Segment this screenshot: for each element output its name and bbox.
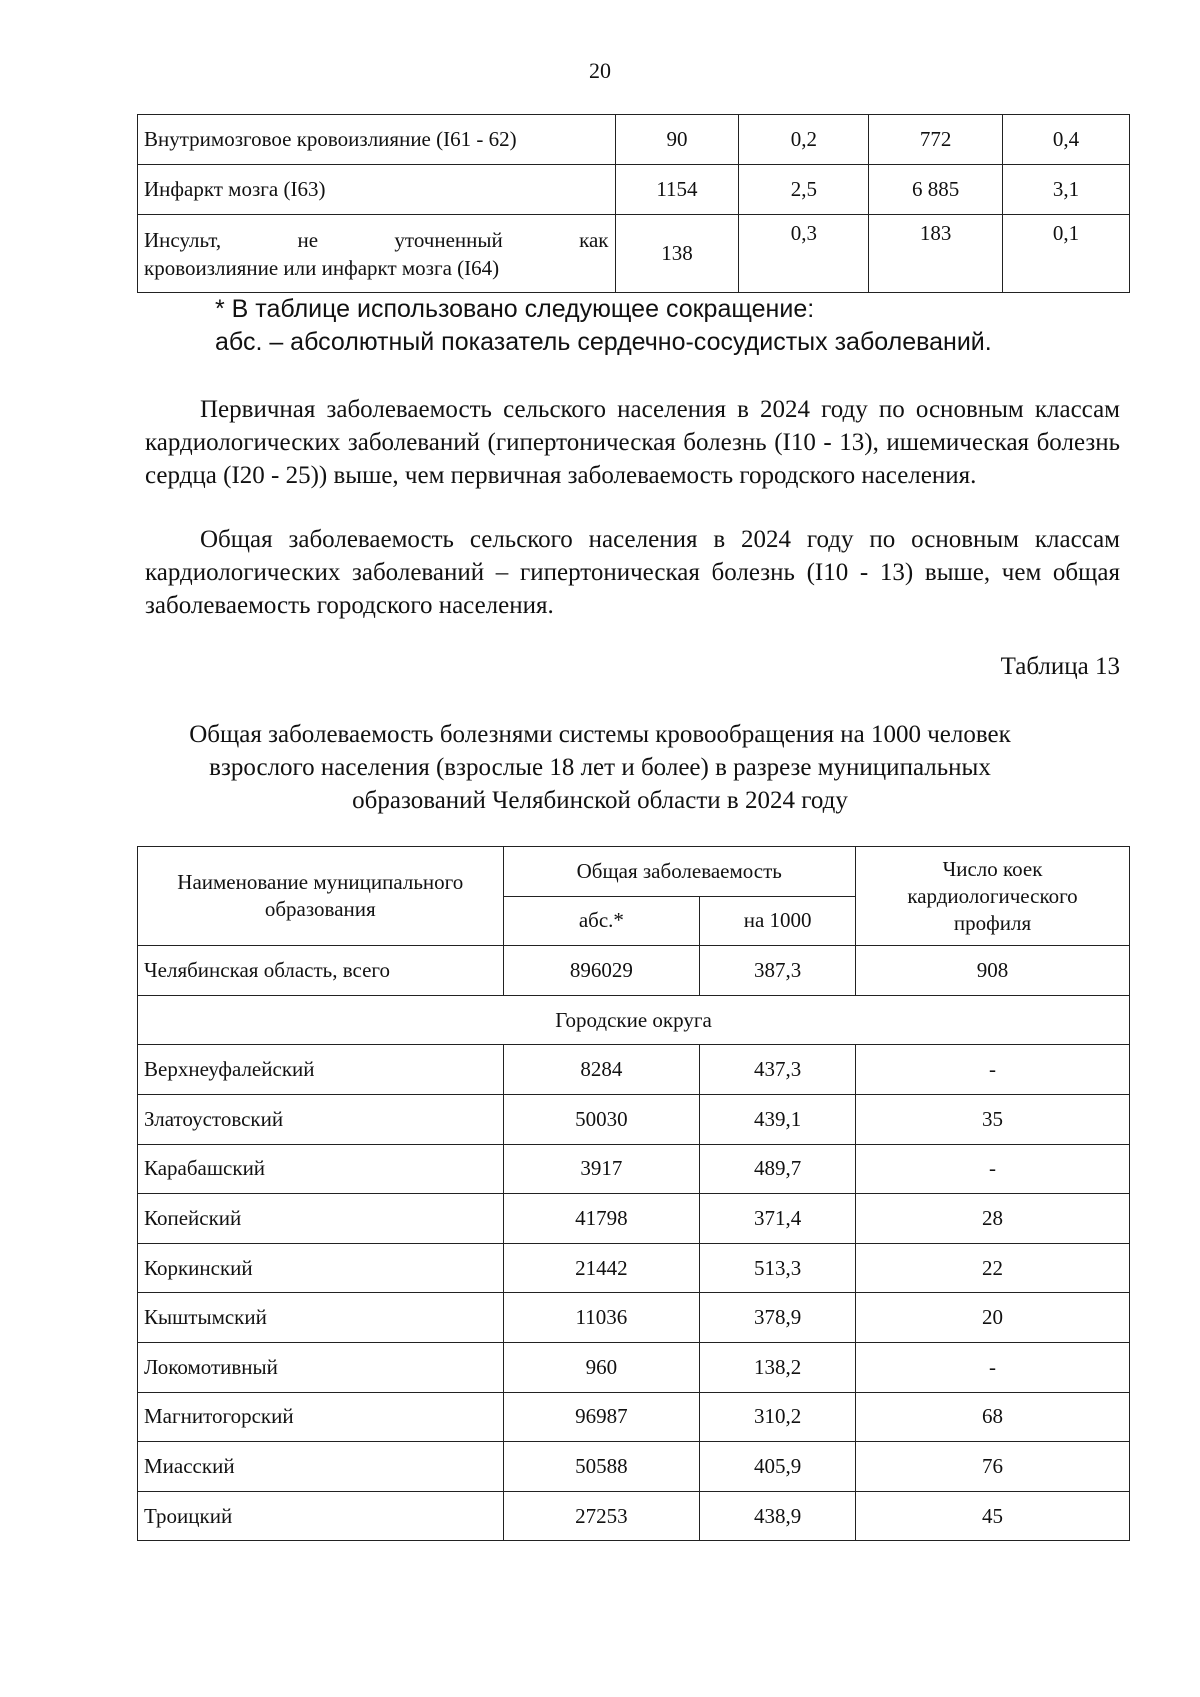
table-row <box>138 1045 1130 1095</box>
table-cell: - <box>856 1342 1130 1392</box>
table-cell: 138 <box>615 215 739 293</box>
morbidity-table <box>137 846 1130 1541</box>
table-row <box>138 1094 1130 1144</box>
table-cell: Коркинский <box>138 1243 504 1293</box>
table-cell: 28 <box>856 1194 1130 1244</box>
table-cell: 513,3 <box>700 1243 856 1293</box>
table-cell: Верхнеуфалейский <box>138 1045 504 1095</box>
footnote-line: абс. – абсолютный показатель сердечно-сосудистых заболеваний. <box>215 328 992 356</box>
table-cell: Магнитогорский <box>138 1392 504 1442</box>
table-row <box>138 1144 1130 1194</box>
header-abs: абс.* <box>503 896 700 946</box>
table-cell: Миасский <box>138 1442 504 1492</box>
table-cell: 387,3 <box>700 946 856 996</box>
section-row <box>138 995 1130 1045</box>
table-row <box>138 1392 1130 1442</box>
table-cell: 437,3 <box>700 1045 856 1095</box>
section-heading: Городские округа <box>138 995 1130 1045</box>
table-cell: 138,2 <box>700 1342 856 1392</box>
paragraph: Первичная заболеваемость сельского населения в 2024 году по основным классам кардиологических заболеваний (гипертоническая болезнь (I10 - 13), ишемическая болезнь сердца (I20 - 25)) выше, чем первичная заболеваемость городского населения. <box>145 396 1120 489</box>
header-name: Наименование муниципального образования <box>138 847 504 946</box>
table-title: Общая заболеваемость болезнями системы кровообращения на 1000 человек взрослого населения (взрослые 18 лет и более) в разрезе муниципальных образований Челябинской области в 2024 году <box>189 721 1011 814</box>
table-cell: 50588 <box>503 1442 700 1492</box>
table-row <box>138 1442 1130 1492</box>
header-row <box>138 847 1130 897</box>
table-cell: - <box>856 1144 1130 1194</box>
table-cell: 310,2 <box>700 1392 856 1442</box>
table-cell <box>138 215 616 293</box>
table-cell: Локомотивный <box>138 1342 504 1392</box>
table-cell: 27253 <box>503 1491 700 1541</box>
table-cell: 76 <box>856 1442 1130 1492</box>
table-row <box>138 215 1130 293</box>
table-row <box>138 115 1130 165</box>
table-cell: 960 <box>503 1342 700 1392</box>
table-row <box>138 1194 1130 1244</box>
table-cell: 22 <box>856 1243 1130 1293</box>
table-cell: Инфаркт мозга (I63) <box>138 165 616 215</box>
table-cell: 50030 <box>503 1094 700 1144</box>
table-cell: 8284 <box>503 1045 700 1095</box>
table-cell: 6 885 <box>869 165 1003 215</box>
table-cell: 11036 <box>503 1293 700 1343</box>
table-cell: - <box>856 1045 1130 1095</box>
table-cell: 0,1 <box>1003 215 1130 293</box>
header-group: Общая заболеваемость <box>503 847 855 897</box>
paragraph: Общая заболеваемость сельского населения в 2024 году по основным классам кардиологических заболеваний – гипертоническая болезнь (I10 - 13) выше, чем общая заболеваемость городского населения. <box>145 526 1120 619</box>
table-cell: Кыштымский <box>138 1293 504 1343</box>
table-cell: 772 <box>869 115 1003 165</box>
table-cell: 3917 <box>503 1144 700 1194</box>
table-cell: Троицкий <box>138 1491 504 1541</box>
table-cell: Челябинская область, всего <box>138 946 504 996</box>
table-cell: 68 <box>856 1392 1130 1442</box>
header-per1000: на 1000 <box>700 896 856 946</box>
table-cell: 3,1 <box>1003 165 1130 215</box>
footnote-line: * В таблице использовано следующее сокращение: <box>215 295 815 323</box>
table-cell: Копейский <box>138 1194 504 1244</box>
table-cell: 90 <box>615 115 739 165</box>
table-cell: 489,7 <box>700 1144 856 1194</box>
table-cell: 21442 <box>503 1243 700 1293</box>
table-row <box>138 1342 1130 1392</box>
table-row <box>138 165 1130 215</box>
table-cell: 0,4 <box>1003 115 1130 165</box>
table-cell: 45 <box>856 1491 1130 1541</box>
stroke-table <box>137 114 1130 293</box>
table-cell: 96987 <box>503 1392 700 1442</box>
total-row <box>138 946 1130 996</box>
table-cell: 1154 <box>615 165 739 215</box>
cell-line: кровоизлияние или инфаркт мозга (I64) <box>144 255 500 280</box>
table-cell: Златоустовский <box>138 1094 504 1144</box>
table-cell: Карабашский <box>138 1144 504 1194</box>
table-cell: 438,9 <box>700 1491 856 1541</box>
table-cell: 896029 <box>503 946 700 996</box>
table-cell: Внутримозговое кровоизлияние (I61 - 62) <box>138 115 616 165</box>
table-cell: 908 <box>856 946 1130 996</box>
table-cell: 439,1 <box>700 1094 856 1144</box>
cell-line: Инсульт, не уточненный как <box>144 227 609 252</box>
table-cell: 183 <box>869 215 1003 293</box>
table-cell: 2,5 <box>739 165 869 215</box>
table-row <box>138 1293 1130 1343</box>
table-label: Таблица 13 <box>1000 653 1120 680</box>
table-cell: 405,9 <box>700 1442 856 1492</box>
table-cell: 0,3 <box>739 215 869 293</box>
table-cell: 378,9 <box>700 1293 856 1343</box>
header-beds: Число коек кардиологического профиля <box>856 847 1130 946</box>
table-cell: 41798 <box>503 1194 700 1244</box>
table-cell: 371,4 <box>700 1194 856 1244</box>
table-cell: 35 <box>856 1094 1130 1144</box>
table-cell: 0,2 <box>739 115 869 165</box>
table-row <box>138 1243 1130 1293</box>
table-cell: 20 <box>856 1293 1130 1343</box>
page-number: 20 <box>589 58 611 83</box>
table-row <box>138 1491 1130 1541</box>
